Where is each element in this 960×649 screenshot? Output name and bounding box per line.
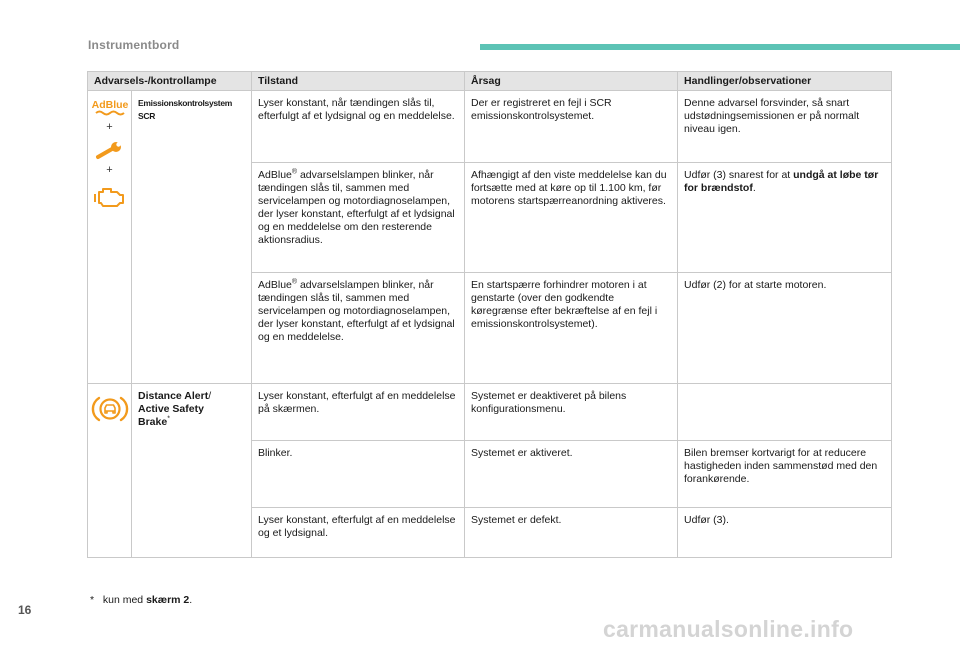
cause-cell: Der er registreret en fejl i SCR emissionskontrolsystemet.	[465, 91, 678, 163]
section-accent-bar	[480, 44, 960, 50]
page-number: 16	[18, 603, 32, 617]
table-row	[88, 91, 892, 163]
cause-cell: Afhængigt af den viste meddelelse kan du fortsætte med at køre op til 1.100 km, før motorens startspærreanordning aktiveres.	[465, 163, 678, 273]
state-cell: Lyser konstant, efterfulgt af en meddelelse på skærmen.	[252, 384, 465, 441]
system-name-cell	[132, 91, 252, 384]
column-header-cause: Årsag	[465, 72, 678, 91]
cause-cell: Systemet er deaktiveret på bilens konfigurationsmenu.	[465, 384, 678, 441]
action-cell: Denne advarsel forsvinder, så snart udstødningsemissionen er på normalt niveau igen.	[678, 91, 892, 163]
state-cell: Lyser konstant, når tændingen slås til, efterfulgt af et lydsignal og en meddelelse.	[252, 91, 465, 163]
wrench-icon	[95, 140, 125, 162]
system-name: Emissionskontrolsystem SCR	[138, 98, 233, 121]
state-cell: Lyser konstant, efterfulgt af en meddelelse og et lydsignal.	[252, 508, 465, 558]
distance-alert-icon-cell	[88, 384, 132, 558]
cause-cell: En startspærre forhindrer motoren i at genstarte (over den godkendte køregrænse efter bekræftelse af en fejl i emissionskontrolsystemet).	[465, 273, 678, 384]
column-header-action: Handlinger/observationer	[678, 72, 892, 91]
state-cell: AdBlue® advarselslampen blinker, når tændingen slås til, sammen med servicelampen og motordiagnoselampen, der lyser konstant, efterfulgt af et lydsignal og en meddelelse om den resterende aktionsradius.	[252, 163, 465, 273]
cause-cell: Systemet er defekt.	[465, 508, 678, 558]
svg-text:AdBlue: AdBlue	[91, 99, 128, 111]
scr-icons-cell	[88, 91, 132, 384]
column-header-lamp: Advarsels-/kontrollampe	[88, 72, 252, 91]
plus-sign: +	[106, 164, 113, 176]
state-cell: AdBlue® advarselslampen blinker, når tændingen slås til, sammen med servicelampen og motordiagnoselampen, der lyser konstant, efterfulgt af et lydsignal og en meddelelse.	[252, 273, 465, 384]
watermark: carmanualsonline.info	[603, 616, 854, 642]
distance-alert-icon	[91, 394, 129, 424]
engine-icon	[93, 183, 127, 209]
column-header-state: Tilstand	[252, 72, 465, 91]
system-name-cell	[132, 384, 252, 558]
table-row	[88, 384, 892, 441]
table-header-row	[88, 72, 892, 91]
state-cell: Blinker.	[252, 441, 465, 508]
action-cell: Udfør (3) snarest for at undgå at løbe tør for brændstof.	[678, 163, 892, 273]
system-name: Distance Alert/ Active Safety Brake*	[138, 390, 212, 428]
footnote: * kun med skærm 2.	[90, 594, 193, 606]
section-title: Instrumentbord	[88, 38, 180, 52]
warning-lamp-table	[87, 71, 892, 558]
action-cell: Udfør (2) for at starte motoren.	[678, 273, 892, 384]
action-cell: Bilen bremser kortvarigt for at reducere hastigheden inden sammenstød med den forankørende.	[678, 441, 892, 508]
plus-sign: +	[106, 121, 113, 133]
adblue-icon	[90, 97, 130, 119]
action-cell: Udfør (3).	[678, 508, 892, 558]
cause-cell: Systemet er aktiveret.	[465, 441, 678, 508]
action-cell	[678, 384, 892, 441]
